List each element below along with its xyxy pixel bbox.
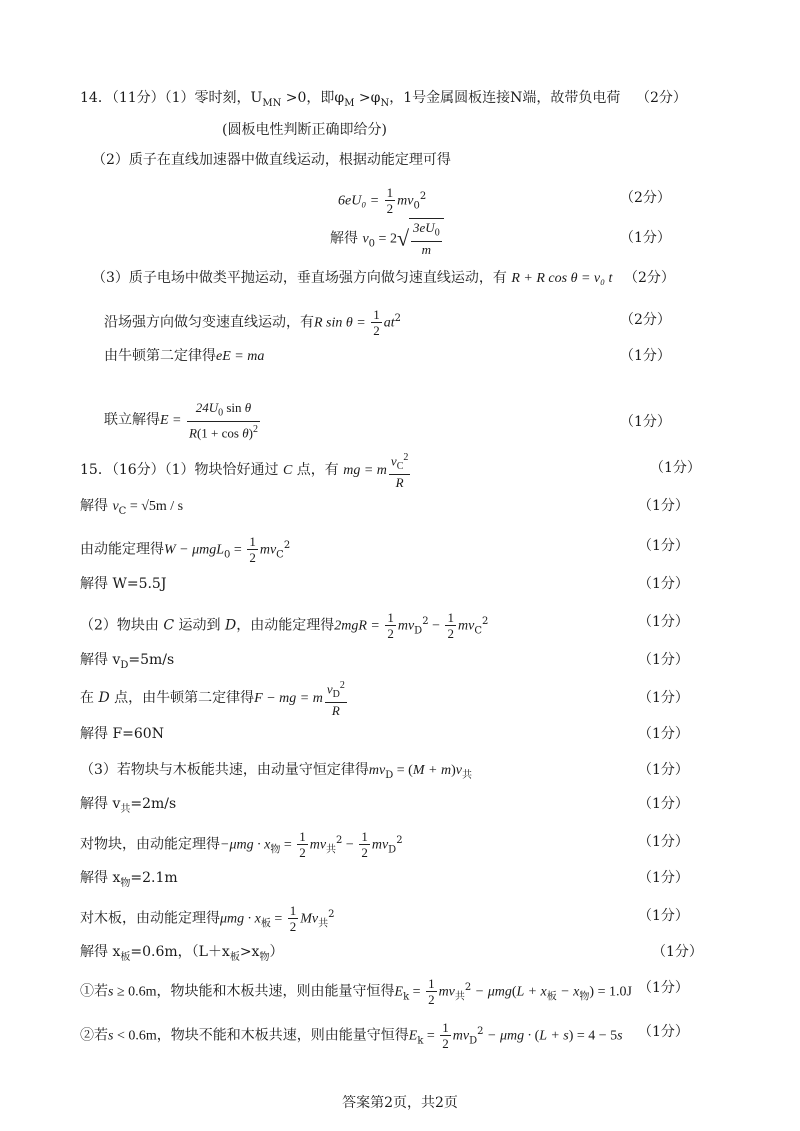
q15-score-2: （1分） — [638, 498, 689, 514]
q15-line12: 解得 $x_物=2.1m$ — [80, 870, 178, 889]
q15-score-15: （1分） — [638, 980, 689, 996]
q15-line13: 对木板，由动能定理得$\mu mg \cdot x_板$ = $\frac{1}{2}$ $Mv_共^2$ — [80, 903, 335, 935]
q14-part2: （2）质子在直线加速器中做直线运动，根据动能定理可得 — [92, 152, 451, 168]
q15-score-9: （1分） — [638, 762, 689, 778]
q15-score-6: （1分） — [638, 652, 689, 668]
q14-solve-v0: 解得 $v_0 = 2√$ $\frac{3eU_0}{m}$ — [330, 218, 444, 258]
q15-line6: 解得 $v_D=5m/s$ — [80, 652, 175, 671]
q15-score-1: （1分） — [650, 460, 701, 476]
q15-score-8: （1分） — [638, 726, 689, 742]
q14-score-2: （2分） — [620, 190, 671, 206]
q14-score-5: （2分） — [620, 312, 671, 328]
q15-header: 15．（16分）（1）物块恰好通过 C 点，有 mg = m $\frac{v_C^2}{R}$ — [80, 452, 409, 490]
q15-line4: 解得 W=5.5J — [80, 576, 167, 592]
q14-eq1: 6eU₀ = $\frac{1}{2}$ $mv_0^2$ — [338, 185, 427, 217]
q14-score-3: （1分） — [620, 230, 671, 246]
q15-line15: ①若s ≥ 0.6m，物块能和木板共速，则由能量守恒得$E_k$ = $\frac{1}{2}$ $mv_共^2 - \mu mg(L + x_板 - x_物) = 1.0J$ — [80, 976, 632, 1008]
page-footer: 答案第2页，共2页 — [342, 1095, 458, 1111]
q15-score-13: （1分） — [638, 908, 689, 924]
q15-line3: 由动能定理得W − μmgL$_0$ = $\frac{1}{2}$ $mv_C^2$ — [80, 534, 291, 566]
q14-part6: 联立解得E = $\frac{24U_0 \sin \theta}{R(1 + \cos \theta)^2}$ — [104, 400, 258, 440]
q15-score-16: （1分） — [638, 1024, 689, 1040]
q15-score-14: （1分） — [652, 944, 703, 960]
q14-part5: 由牛顿第二定律得eE = ma — [104, 348, 265, 364]
q15-line11: 对物块，由动能定理得$-\mu mg \cdot x_物$ = $\frac{1}{2}$ $mv_共^2$ − $\frac{1}{2}$ $mv_D^2$ — [80, 829, 403, 861]
q15-line2: 解得 $v_C = √5m / s$ — [80, 498, 184, 517]
q15-line8: 解得 F=60N — [80, 726, 164, 742]
q15-score-4: （1分） — [638, 576, 689, 592]
q15-line16: ②若s < 0.6m，物块不能和木板共速，则由能量守恒得$E_k$ = $\frac{1}{2}$ $mv_D^2 - \mu mg \cdot (L + s) = 4 - 5s$ — [80, 1020, 623, 1052]
q15-line7: 在 D 点，由牛顿第二定律得F − mg = m $\frac{v_D^2}{R}$ — [80, 680, 345, 718]
q14-score-6: （1分） — [620, 348, 671, 364]
q15-line14: 解得 $x_板=0.6m$，$(L+x_板>x_物)$ — [80, 944, 284, 963]
q14-part4: 沿场强方向做匀变速直线运动，有R sin θ = $\frac{1}{2}$ $at^2$ — [104, 307, 401, 339]
q15-score-5: （1分） — [638, 614, 689, 630]
q15-score-7: （1分） — [638, 690, 689, 706]
q14-note: (圆板电性判断正确即给分) — [222, 122, 387, 138]
q14-header: 14．（11分）（1）零时刻，$U_{MN} >0$，即$\varphi_M >\varphi_N$，1号金属圆板连接N端，故带负电荷 — [80, 90, 621, 109]
q14-score-7: （1分） — [620, 414, 671, 430]
q15-line9: （3）若物块与木板能共速，由动量守恒定律得$mv_D = (M + m)v_共$ — [80, 762, 472, 781]
q14-score-4: （2分） — [624, 270, 675, 286]
q15-line10: 解得 $v_共=2m/s$ — [80, 796, 177, 815]
q14-score-1: （2分） — [636, 90, 687, 106]
q15-score-12: （1分） — [638, 870, 689, 886]
q15-score-3: （1分） — [638, 538, 689, 554]
q15-score-11: （1分） — [638, 834, 689, 850]
q14-part3: （3）质子电场中做类平抛运动，垂直场强方向做匀速直线运动，有 R + R cos θ = v₀ t — [92, 270, 613, 286]
q15-score-10: （1分） — [638, 796, 689, 812]
q15-line5: （2）物块由 C 运动到 D，由动能定理得2mgR = $\frac{1}{2}$ $mv_D^2$ − $\frac{1}{2}$ $mv_C^2$ — [80, 610, 489, 642]
